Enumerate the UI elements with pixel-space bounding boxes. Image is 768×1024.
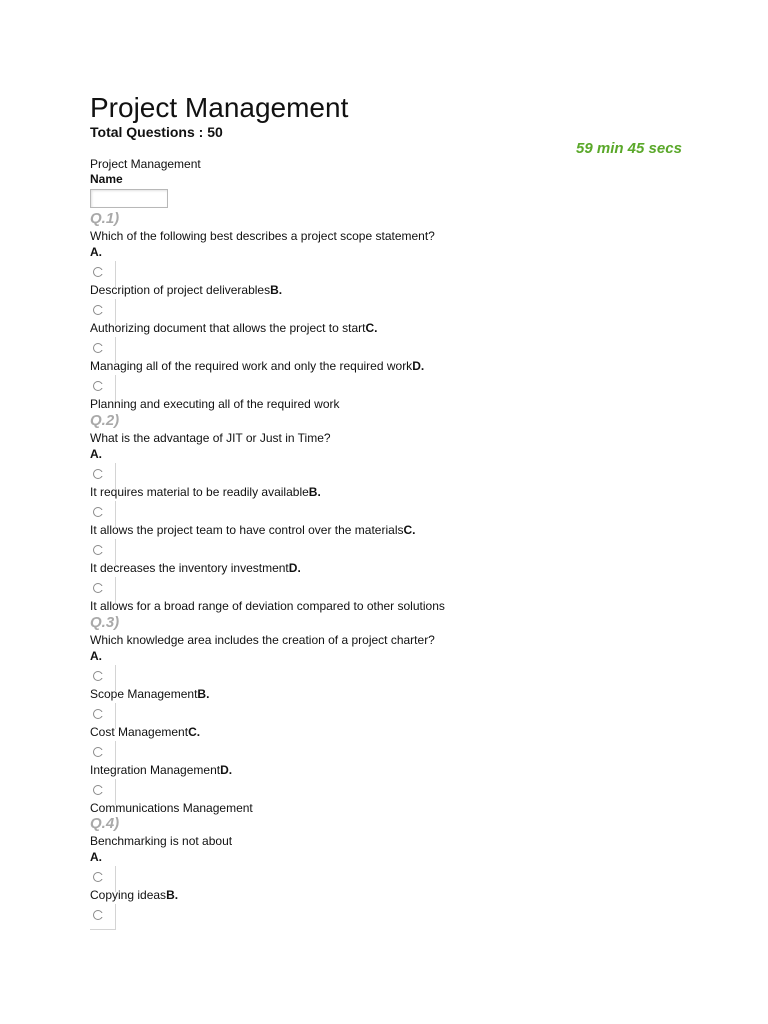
question-text: What is the advantage of JIT or Just in Time?: [90, 431, 331, 445]
option-letter: B.: [270, 283, 283, 297]
option-text: Managing all of the required work and only the required work: [90, 359, 413, 373]
option-text: Integration Management: [90, 763, 221, 777]
option-text: Scope Management: [90, 687, 198, 701]
option-letter: B.: [308, 485, 321, 499]
option-radio[interactable]: [93, 583, 103, 593]
option-letter: B.: [166, 888, 179, 902]
option-letter: C.: [403, 523, 416, 537]
option-text: Authorizing document that allows the project to start: [90, 321, 366, 335]
option-label: [90, 599, 445, 613]
option-text: Cost Management: [90, 725, 189, 739]
option-letter: D.: [288, 561, 301, 575]
question-number: Q.2): [90, 412, 120, 429]
option-label: [90, 523, 415, 537]
question-number: Q.4): [90, 815, 120, 832]
option-letter: C.: [365, 321, 378, 335]
question-text: Benchmarking is not about: [90, 834, 233, 848]
option-text: Copying ideas: [90, 888, 167, 902]
option-label: [90, 763, 232, 777]
option-label: [90, 801, 253, 815]
option-text: It decreases the inventory investment: [90, 561, 289, 575]
question-number: Q.3): [90, 614, 120, 631]
option-text: It requires material to be readily available: [90, 485, 309, 499]
option-text: Communications Management: [90, 801, 253, 815]
option-radio[interactable]: [93, 671, 103, 681]
option-radio[interactable]: [93, 507, 103, 517]
option-radio[interactable]: [93, 267, 103, 277]
option-radio[interactable]: [93, 747, 103, 757]
name-input[interactable]: [90, 189, 168, 208]
name-label: Name: [90, 172, 123, 186]
option-label: [90, 485, 321, 499]
option-text: It allows for a broad range of deviation compared to other solutions: [90, 599, 445, 613]
option-label: [90, 359, 424, 373]
option-label: [90, 687, 209, 701]
option-letter: D.: [412, 359, 425, 373]
option-letter: A.: [90, 447, 102, 461]
radio-cell: [90, 904, 116, 930]
total-questions: Total Questions : 50: [90, 124, 223, 140]
option-label: [90, 283, 282, 297]
option-text: It allows the project team to have control over the materials: [90, 523, 404, 537]
option-label: [90, 888, 178, 902]
question-text: Which of the following best describes a project scope statement?: [90, 229, 435, 243]
option-letter: A.: [90, 245, 102, 259]
option-letter: D.: [220, 763, 233, 777]
option-label: [90, 397, 340, 411]
option-radio[interactable]: [93, 343, 103, 353]
option-letter: B.: [197, 687, 210, 701]
option-radio[interactable]: [93, 305, 103, 315]
option-letter: C.: [188, 725, 201, 739]
option-radio[interactable]: [93, 910, 103, 920]
option-radio[interactable]: [93, 709, 103, 719]
countdown-timer: 59 min 45 secs: [576, 140, 682, 157]
option-radio[interactable]: [93, 785, 103, 795]
option-radio[interactable]: [93, 381, 103, 391]
option-letter: A.: [90, 850, 102, 864]
option-label: [90, 561, 301, 575]
option-label: [90, 321, 377, 335]
option-letter: A.: [90, 649, 102, 663]
option-text: Planning and executing all of the required work: [90, 397, 340, 411]
option-label: [90, 725, 200, 739]
option-radio[interactable]: [93, 469, 103, 479]
option-radio[interactable]: [93, 545, 103, 555]
question-text: Which knowledge area includes the creation of a project charter?: [90, 633, 435, 647]
option-text: Description of project deliverables: [90, 283, 271, 297]
option-radio[interactable]: [93, 872, 103, 882]
question-number: Q.1): [90, 210, 120, 227]
page-title: Project Management: [90, 92, 349, 123]
quiz-subject: Project Management: [90, 157, 201, 171]
